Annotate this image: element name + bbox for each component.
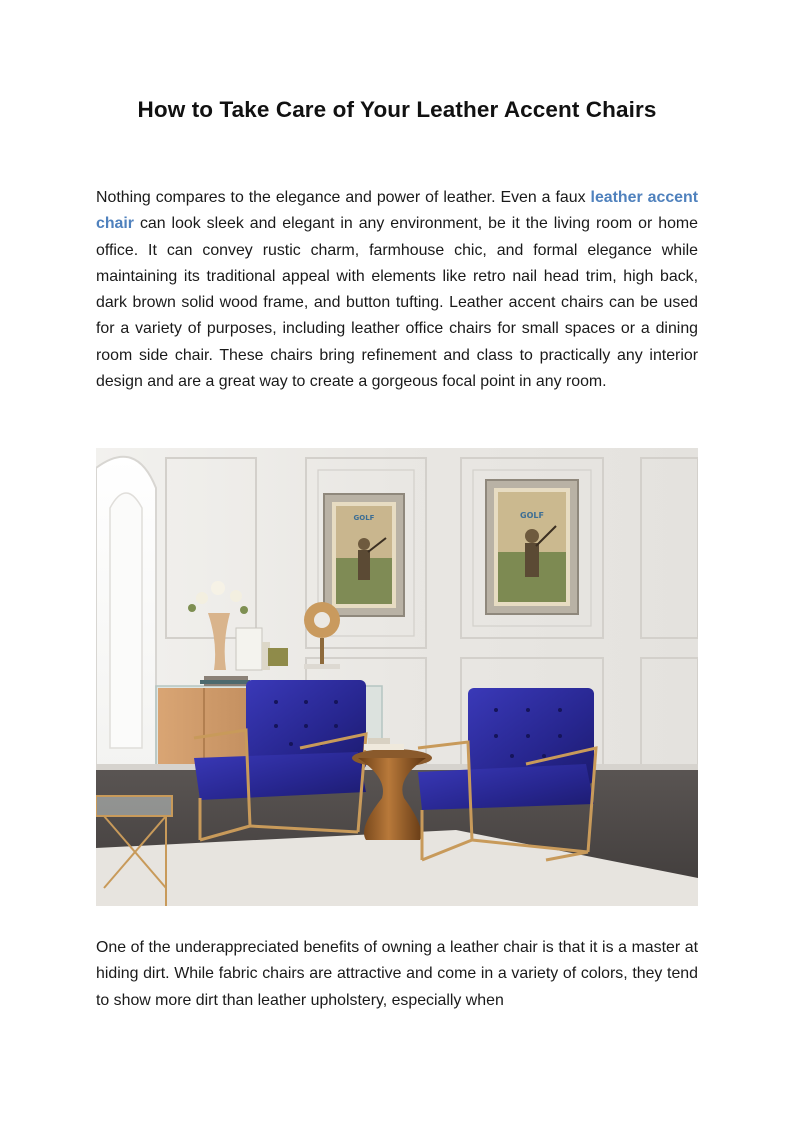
arched-window xyxy=(96,457,156,768)
golf-poster-right xyxy=(486,480,578,614)
intro-text-after-link: can look sleek and elegant in any environment, be it the living room or home office. It can convey rustic charm, farmhouse chic, and formal elegance while maintaining its traditional appeal with elements like retro nail head trim, high back, dark brown solid wood frame, and button tufting. Leather accent chairs can be used for a variety of purposes, including leather office chairs for small spaces or a dining room side chair. These chairs bring refinement and class to practically any interior design and are a great way to create a gorgeous focal point in any room. xyxy=(96,215,698,391)
poster-right-caption: GOLF xyxy=(520,511,544,520)
golf-poster-left xyxy=(324,494,404,616)
intro-paragraph xyxy=(96,185,698,395)
body-paragraph-2: One of the underappreciated benefits of owning a leather chair is that it is a master at hiding dirt. While fabric chairs are attractive and come in a variety of colors, they tend to show more dirt than leather upholstery, especially when xyxy=(96,939,698,1009)
intro-text-before-link: Nothing compares to the elegance and power of leather. Even a faux xyxy=(96,189,591,206)
living-room-photo xyxy=(96,448,698,906)
page-title: How to Take Care of Your Leather Accent Chairs xyxy=(137,97,657,122)
living-room-illustration xyxy=(96,448,698,906)
leather-accent-chair-link[interactable]: leather accent chair xyxy=(96,189,698,233)
poster-left-caption: GOLF xyxy=(353,514,375,522)
